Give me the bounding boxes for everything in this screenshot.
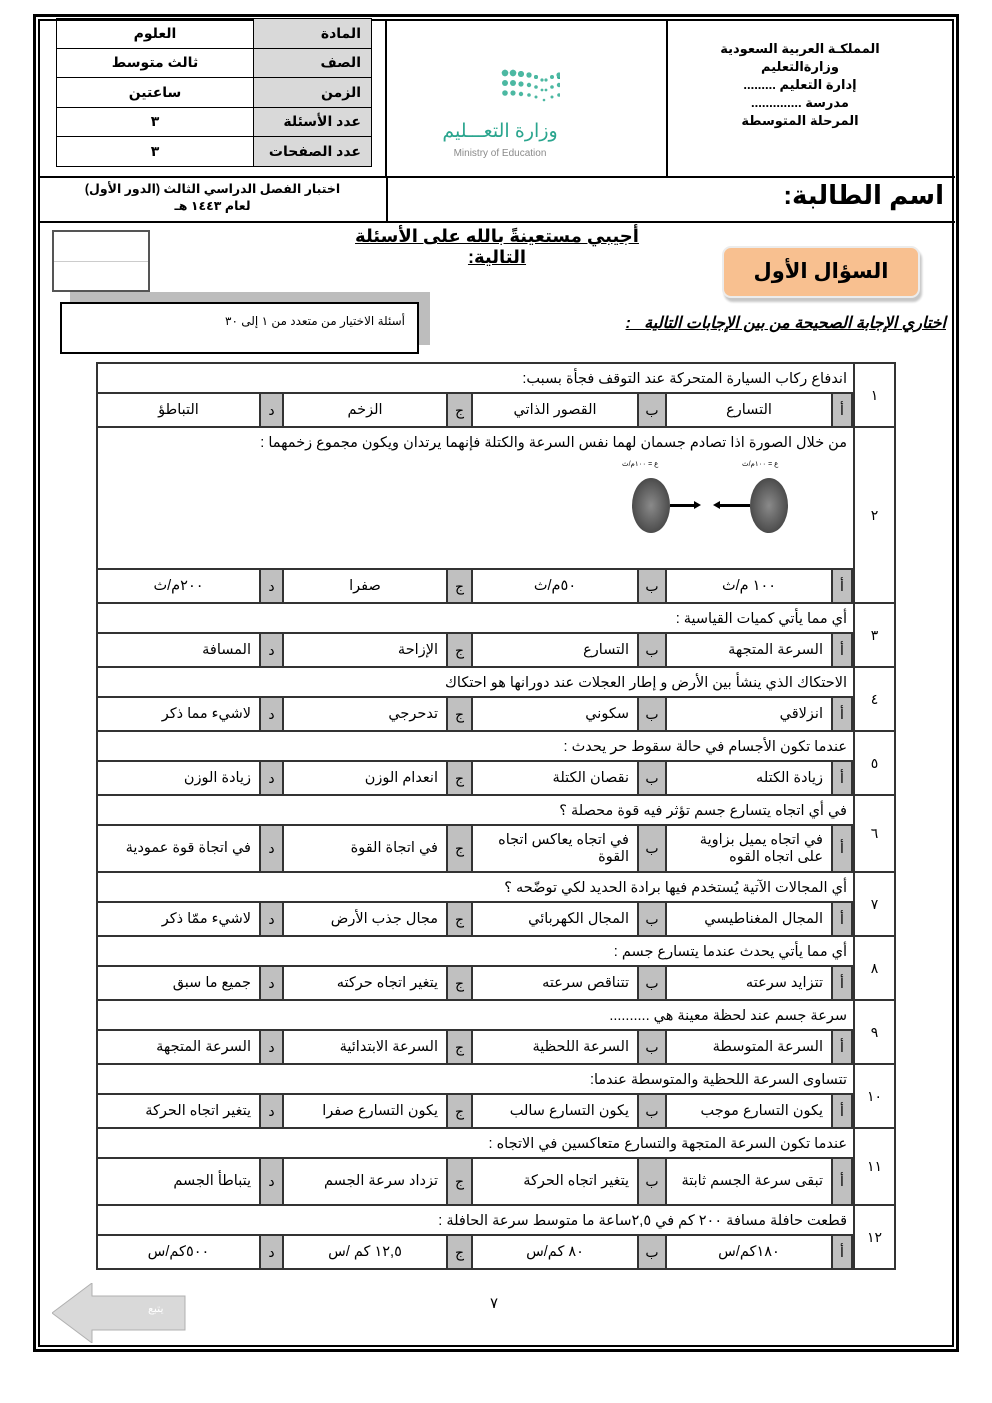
pages-count-label: عدد الصفحات <box>254 137 372 167</box>
question-body <box>98 1065 853 1127</box>
choice-a[interactable]: في اتجاه يميل بزاوية على اتجاه القوه <box>699 831 823 865</box>
choice-b[interactable]: في اتجاه يعاكس اتجاه القوة <box>498 831 629 865</box>
choice-b[interactable]: التسارع <box>583 641 629 658</box>
question-row <box>98 364 894 428</box>
question-body <box>98 1206 853 1268</box>
choice-label-b: ب <box>637 967 667 999</box>
answer-options <box>98 1095 853 1127</box>
choice-label-b: ب <box>637 634 667 666</box>
choice-d[interactable]: زيادة الوزن <box>183 769 251 786</box>
choice-a[interactable]: انزلاقي <box>779 705 823 722</box>
choice-d[interactable]: لاشيء ممّا ذكر <box>161 910 251 927</box>
answer-options <box>98 967 853 999</box>
choice-label-c: ج <box>446 1031 473 1063</box>
exam-info-table <box>56 18 372 167</box>
choice-b[interactable]: سكوني <box>585 705 629 722</box>
question-text: من خلال الصورة اذا تصادم جسمان لهما نفس السرعة والكتلة فإنهما يرتدان ويكون مجموع زخمهما : <box>260 435 847 451</box>
header-divider-right <box>666 19 668 177</box>
choice-d[interactable]: المسافة <box>202 641 251 658</box>
question-row <box>98 1001 894 1065</box>
question-body <box>98 668 853 730</box>
choice-label-a: أ <box>831 826 853 871</box>
choice-label-c: ج <box>446 570 473 602</box>
question-text: عندما تكون الأجسام في حالة سقوط حر يحدث : <box>98 732 853 762</box>
question-number: ٨ <box>853 937 894 999</box>
choice-label-c: ج <box>446 1095 473 1127</box>
choice-label-a: أ <box>831 394 853 426</box>
answer-options <box>98 903 853 935</box>
right-ball-velocity: ع = ١٠٠م/ث <box>742 461 779 468</box>
choice-b[interactable]: المجال الكهربائي <box>528 910 629 927</box>
question-body <box>98 732 853 794</box>
question-text: تتساوى السرعة اللحظية والمتوسطة عندما: <box>98 1065 853 1095</box>
main-instruction: أجيبي مستعينةً بالله على الأسئلة التالية: <box>355 226 639 267</box>
choice-c[interactable]: تدحرجي <box>388 705 438 722</box>
arrow-left-icon <box>718 504 750 507</box>
questions-count-value: ٣ <box>57 107 254 137</box>
choice-label-c: ج <box>446 1159 473 1204</box>
kingdom-line: المملكـة العربية السعودية <box>720 41 880 56</box>
choice-b[interactable]: يكون التسارع سالب <box>509 1102 629 1119</box>
choice-label-a: أ <box>831 903 853 935</box>
choice-a[interactable]: يكون التسارع موجب <box>700 1102 823 1119</box>
choice-d[interactable]: التباطؤ <box>158 401 199 418</box>
ministry-info <box>700 40 900 130</box>
choice-c[interactable]: في اتجاة القوة <box>350 840 438 856</box>
question-row <box>98 1129 894 1206</box>
choice-label-a: أ <box>831 1159 853 1204</box>
choice-c[interactable]: صفرا <box>349 577 381 594</box>
question-row <box>98 604 894 668</box>
choice-label-b: ب <box>637 826 667 871</box>
question-text: اندفاع ركاب السيارة المتحركة عند التوقف فجأة بسبب: <box>98 364 853 394</box>
choice-label-a: أ <box>831 698 853 730</box>
question-number: ٣ <box>853 604 894 666</box>
question-body <box>98 604 853 666</box>
arrow-right-icon <box>670 504 696 507</box>
choice-label-b: ب <box>637 1236 667 1268</box>
choice-label-a: أ <box>831 570 853 602</box>
question-text: أي المجالات الآتية يُستخدم فيها برادة الحديد لكي توضّحه ؟ <box>98 873 853 903</box>
answer-options <box>98 1159 853 1204</box>
question-body <box>98 873 853 935</box>
left-ball <box>632 478 670 533</box>
choice-c[interactable]: ١٢,٥ كم /س <box>328 1243 402 1260</box>
choice-c[interactable]: يتغير اتجاه حركته <box>336 974 438 991</box>
ministry-line: وزارةالتعليم <box>761 59 839 74</box>
choice-a[interactable]: زيادة الكتله <box>756 769 823 786</box>
exam-title-line1: اختبار الفصل الدراسي الثالث (الدور الأول) <box>84 182 341 196</box>
answer-options <box>98 826 853 871</box>
choice-label-b: ب <box>637 698 667 730</box>
answer-options <box>98 698 853 730</box>
education-admin-line: إدارة التعليم ......... <box>743 77 857 92</box>
question-number: ٦ <box>853 796 894 871</box>
choice-label-d: د <box>259 762 284 794</box>
choice-label-d: د <box>259 967 284 999</box>
choice-label-d: د <box>259 394 284 426</box>
choice-a[interactable]: ١٨٠كم/س <box>718 1243 780 1260</box>
question-row <box>98 668 894 732</box>
question-row <box>98 732 894 796</box>
choice-d[interactable]: يتباطأ الجسم <box>173 1173 251 1189</box>
choice-d[interactable]: ٢٠٠م/ث <box>153 577 204 594</box>
question-body <box>98 1001 853 1063</box>
choice-label-c: ج <box>446 967 473 999</box>
choice-c[interactable]: السرعة الابتدائية <box>339 1038 438 1055</box>
choice-b[interactable]: نقصان الكتلة <box>552 769 629 786</box>
choice-c[interactable]: الزخم <box>347 401 383 418</box>
question-body <box>98 796 853 871</box>
choice-c[interactable]: الإزاحة <box>397 641 438 658</box>
collision-figure <box>98 458 853 570</box>
answer-options <box>98 762 853 794</box>
choice-label-a: أ <box>831 1095 853 1127</box>
choice-b[interactable]: القصور الذاتي <box>513 401 597 418</box>
page-number: ٧ <box>490 1295 499 1312</box>
question-section-badge: السؤال الأول <box>722 246 920 298</box>
choice-label-d: د <box>259 1095 284 1127</box>
choice-b[interactable]: تتناقص سرعته <box>542 974 629 991</box>
title-divider <box>386 177 388 222</box>
choice-label-d: د <box>259 570 284 602</box>
left-ball-velocity: ع = ١٠٠م/ث <box>622 461 659 468</box>
choice-d[interactable]: في اتجاة قوة عمودية <box>125 840 251 856</box>
choice-d[interactable]: لاشيء مما ذكر <box>161 705 251 722</box>
choice-label-c: ج <box>446 394 473 426</box>
choice-a[interactable]: تتزايد سرعته <box>745 974 823 991</box>
question-number: ١٠ <box>853 1065 894 1127</box>
question-number: ١١ <box>853 1129 894 1204</box>
choice-label-d: د <box>259 903 284 935</box>
question-text: سرعة جسم عند لحظة معينة هي .......... <box>98 1001 853 1031</box>
logo-arabic-text: وزارة التعـــليم <box>442 121 558 142</box>
choice-c[interactable]: انعدام الوزن <box>364 769 438 786</box>
choice-label-c: ج <box>446 826 473 871</box>
question-text: أي مما يأتي يحدث عندما يتسارع جسم : <box>98 937 853 967</box>
choice-b[interactable]: يتغير اتجاه الحركة <box>523 1173 629 1189</box>
time-label: الزمن <box>254 78 372 108</box>
info-row-pages-count <box>57 137 372 167</box>
question-body <box>98 1129 853 1204</box>
choice-c[interactable]: يكون التسارع صفرا <box>322 1102 438 1119</box>
choice-a[interactable]: ١٠٠ م/ث <box>721 577 777 594</box>
grade-label: الصف <box>254 48 372 78</box>
answer-options <box>98 1236 853 1268</box>
school-line: مدرسة .............. <box>751 95 849 110</box>
choice-label-b: ب <box>637 1159 667 1204</box>
info-row-questions-count <box>57 107 372 137</box>
right-ball <box>750 478 788 533</box>
question-row <box>98 937 894 1001</box>
choice-label-d: د <box>259 1236 284 1268</box>
question-row <box>98 1206 894 1268</box>
choice-label-c: ج <box>446 634 473 666</box>
answer-options <box>98 394 853 426</box>
score-box <box>52 230 150 292</box>
choice-label-d: د <box>259 634 284 666</box>
answer-options <box>98 570 853 602</box>
info-row-time <box>57 78 372 108</box>
info-row-grade <box>57 48 372 78</box>
choice-label-c: ج <box>446 762 473 794</box>
choice-label-d: د <box>259 698 284 730</box>
choice-label-b: ب <box>637 903 667 935</box>
question-text: الاحتكاك الذي ينشأ بين الأرض و إطار العجلات عند دورانها هو احتكاك <box>98 668 853 698</box>
question-row <box>98 873 894 937</box>
questions-count-label: عدد الأسئلة <box>254 107 372 137</box>
ministry-logo-dots-icon <box>440 60 560 110</box>
choice-b[interactable]: ٨٠ كم/س <box>526 1243 584 1260</box>
choice-label-b: ب <box>637 1095 667 1127</box>
question-body <box>98 364 853 426</box>
header-divider-left <box>385 19 387 177</box>
mcq-range-box: أسئلة الاختيار من متعدد من ١ إلى ٣٠ <box>60 302 419 354</box>
question-number: ٢ <box>853 428 894 602</box>
choice-label-b: ب <box>637 570 667 602</box>
choice-label-a: أ <box>831 634 853 666</box>
choice-a[interactable]: السرعة المتجهة <box>728 641 823 658</box>
choice-d[interactable]: يتغير اتجاه الحركة <box>145 1102 251 1119</box>
exam-title <box>40 181 385 215</box>
answer-options <box>98 1031 853 1063</box>
question-number: ٤ <box>853 668 894 730</box>
score-box-divider <box>54 261 148 262</box>
question-row <box>98 428 894 604</box>
subject-label: المادة <box>254 19 372 49</box>
question-number: ١٢ <box>853 1206 894 1268</box>
choice-label-c: ج <box>446 903 473 935</box>
exam-title-line2: لعام ١٤٤٣ هـ <box>174 199 251 213</box>
choice-label-c: ج <box>446 698 473 730</box>
logo-english-text: Ministry of Education <box>453 148 547 159</box>
question-body <box>98 428 853 602</box>
choice-label-a: أ <box>831 1031 853 1063</box>
header-divider-bottom <box>38 176 955 178</box>
choice-label-b: ب <box>637 762 667 794</box>
time-value: ساعتين <box>57 78 254 108</box>
pages-count-value: ٣ <box>57 137 254 167</box>
choice-label-d: د <box>259 1159 284 1204</box>
choice-label-a: أ <box>831 762 853 794</box>
next-page-arrow-icon[interactable] <box>52 1283 192 1343</box>
choice-b[interactable]: السرعة اللحظية <box>532 1038 629 1055</box>
question-text: قطعت حافلة مسافة ٢٠٠ كم في ٢,٥ساعة ما متوسط سرعة الحافلة : <box>98 1206 853 1236</box>
question-row <box>98 796 894 873</box>
grade-value: ثالث متوسط <box>57 48 254 78</box>
question-number: ١ <box>853 364 894 426</box>
choice-b[interactable]: ٥٠م/ث <box>533 577 577 594</box>
question-text: أي مما يأتي كميات القياسية : <box>98 604 853 634</box>
choice-c[interactable]: مجال جذب الأرض <box>330 910 438 927</box>
choice-label-b: ب <box>637 394 667 426</box>
question-row <box>98 1065 894 1129</box>
title-divider-bottom <box>38 221 955 223</box>
choice-label-a: أ <box>831 1236 853 1268</box>
info-row-subject <box>57 19 372 49</box>
choice-a[interactable]: المجال المغناطيسي <box>704 910 823 927</box>
question-number: ٥ <box>853 732 894 794</box>
choice-label-b: ب <box>637 1031 667 1063</box>
choice-a[interactable]: تبقى سرعة الجسم ثابتة <box>681 1173 823 1189</box>
answer-options <box>98 634 853 666</box>
stage-line: المرحلة المتوسطة <box>741 113 859 128</box>
choice-label-a: أ <box>831 967 853 999</box>
student-name-label: اسم الطالبة: <box>783 180 944 210</box>
choice-d[interactable]: ٥٠٠كم/س <box>147 1243 210 1260</box>
question-text: عندما تكون السرعة المتجهة والتسارع متعاكسين في الاتجاه : <box>98 1129 853 1159</box>
choice-a[interactable]: السرعة المتوسطة <box>712 1038 823 1055</box>
question-number: ٩ <box>853 1001 894 1063</box>
choose-instruction: اختاري الإجابة الصحيحة من بين الإجابات التالية : <box>625 315 946 332</box>
question-body <box>98 937 853 999</box>
ministry-logo <box>440 60 620 170</box>
choice-label-c: ج <box>446 1236 473 1268</box>
subject-value: العلوم <box>57 19 254 49</box>
choice-d[interactable]: السرعة المتجهة <box>156 1038 251 1055</box>
question-text: في أي اتجاه يتسارع جسم تؤثر فيه قوة محصلة ؟ <box>98 796 853 826</box>
choice-label-d: د <box>259 1031 284 1063</box>
choice-c[interactable]: تزداد سرعة الجسم <box>323 1173 438 1189</box>
question-number: ٧ <box>853 873 894 935</box>
choice-a[interactable]: التسارع <box>726 401 772 418</box>
questions-table <box>96 362 896 1270</box>
choice-d[interactable]: جميع ما سبق <box>172 974 251 991</box>
next-page-label: يتبع <box>148 1303 164 1315</box>
choice-label-d: د <box>259 826 284 871</box>
